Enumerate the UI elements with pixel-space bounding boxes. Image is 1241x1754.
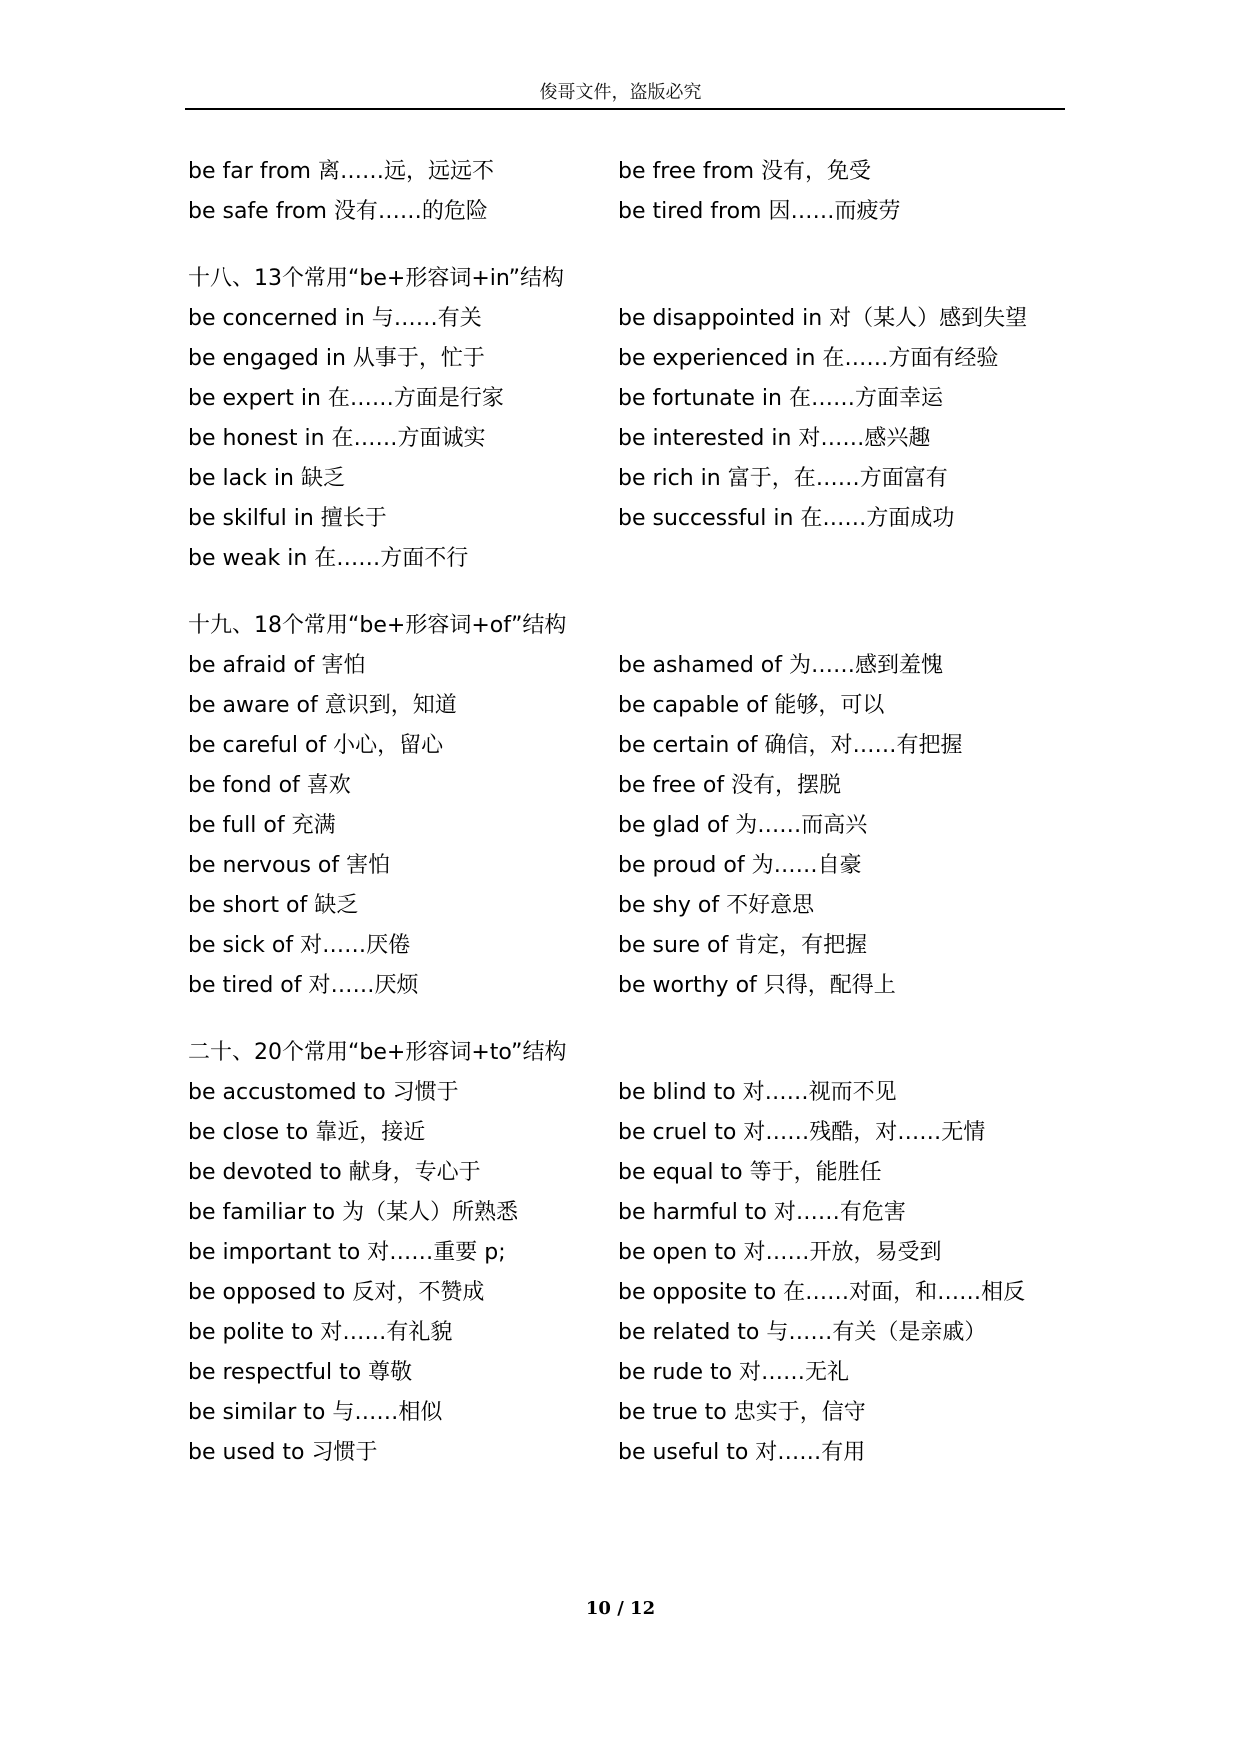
vocab-entry: be harmful to 对……有危害 — [618, 1200, 906, 1225]
vocab-row — [188, 846, 1068, 886]
vocab-entry: be safe from 没有……的危险 — [188, 199, 488, 224]
vocab-entry: be expert in 在……方面是行家 — [188, 386, 504, 411]
vocab-entry: be concerned in 与……有关 — [188, 306, 482, 331]
vocab-entry: be devoted to 献身，专心于 — [188, 1160, 481, 1185]
vocab-entry: be glad of 为……而高兴 — [618, 813, 868, 838]
vocab-entry: be short of 缺乏 — [188, 893, 359, 918]
page-header: 俊哥文件，盗版必究 — [539, 82, 702, 103]
section-gap — [188, 579, 1068, 606]
vocab-entry: be cruel to 对……残酷，对……无情 — [618, 1120, 986, 1145]
vocab-entry: be aware of 意识到，知道 — [188, 693, 457, 718]
vocab-row — [188, 1433, 1068, 1473]
section-title: 二十、20个常用“be+形容词+to”结构 — [188, 1040, 567, 1065]
vocab-row — [188, 339, 1068, 379]
vocab-entry: be familiar to 为（某人）所熟悉 — [188, 1200, 519, 1225]
header-rule — [185, 108, 1065, 110]
section-gap — [188, 1006, 1068, 1033]
vocab-row — [188, 379, 1068, 419]
vocab-row — [188, 192, 1068, 232]
vocab-row — [188, 766, 1068, 806]
vocab-entry: be blind to 对……视而不见 — [618, 1080, 897, 1105]
vocab-entry: be polite to 对……有礼貌 — [188, 1320, 453, 1345]
vocab-entry: be respectful to 尊敬 — [188, 1360, 413, 1385]
document-body — [188, 152, 1068, 1473]
vocab-entry: be equal to 等于，能胜任 — [618, 1160, 882, 1185]
vocab-entry: be related to 与……有关（是亲戚） — [618, 1320, 987, 1345]
vocab-entry: be true to 忠实于，信守 — [618, 1400, 866, 1425]
vocab-entry: be careful of 小心，留心 — [188, 733, 444, 758]
vocab-entry: be worthy of 只得，配得上 — [618, 973, 896, 998]
vocab-row — [188, 1113, 1068, 1153]
vocab-entry: be similar to 与……相似 — [188, 1400, 443, 1425]
vocab-entry: be opposite to 在……对面，和……相反 — [618, 1280, 1026, 1305]
vocab-entry: be accustomed to 习惯于 — [188, 1080, 459, 1105]
vocab-entry: be sure of 肯定，有把握 — [618, 933, 868, 958]
vocab-entry: be disappointed in 对（某人）感到失望 — [618, 306, 1028, 331]
vocab-row — [188, 1273, 1068, 1313]
vocab-entry: be open to 对……开放，易受到 — [618, 1240, 942, 1265]
vocab-entry: be lack in 缺乏 — [188, 466, 345, 491]
vocab-row — [188, 1193, 1068, 1233]
vocab-row — [188, 152, 1068, 192]
vocab-entry: be skilful in 擅长于 — [188, 506, 387, 531]
vocab-entry: be useful to 对……有用 — [618, 1440, 866, 1465]
vocab-row — [188, 1353, 1068, 1393]
vocab-row — [188, 686, 1068, 726]
vocab-row — [188, 966, 1068, 1006]
section-title: 十八、13个常用“be+形容词+in”结构 — [188, 266, 565, 291]
vocab-entry: be honest in 在……方面诚实 — [188, 426, 486, 451]
vocab-row — [188, 806, 1068, 846]
vocab-row — [188, 926, 1068, 966]
section-title: 十九、18个常用“be+形容词+of”结构 — [188, 613, 567, 638]
page-number: 10 / 12 — [585, 1598, 656, 1619]
vocab-entry: be free of 没有，摆脱 — [618, 773, 842, 798]
vocab-entry: be proud of 为……自豪 — [618, 853, 862, 878]
vocab-row — [188, 1153, 1068, 1193]
section-gap — [188, 232, 1068, 259]
vocab-entry: be successful in 在……方面成功 — [618, 506, 955, 531]
vocab-row — [188, 1233, 1068, 1273]
vocab-row — [188, 726, 1068, 766]
vocab-row — [188, 1313, 1068, 1353]
vocab-entry: be interested in 对……感兴趣 — [618, 426, 931, 451]
vocab-row — [188, 1393, 1068, 1433]
vocab-entry: be engaged in 从事于，忙于 — [188, 346, 485, 371]
vocab-entry: be used to 习惯于 — [188, 1440, 378, 1465]
vocab-entry: be capable of 能够，可以 — [618, 693, 885, 718]
vocab-entry: be shy of 不好意思 — [618, 893, 815, 918]
vocab-entry: be ashamed of 为……感到羞愧 — [618, 653, 943, 678]
vocab-row — [188, 459, 1068, 499]
vocab-row — [188, 1073, 1068, 1113]
vocab-row — [188, 646, 1068, 686]
vocab-entry: be close to 靠近，接近 — [188, 1120, 426, 1145]
vocab-row — [188, 499, 1068, 539]
vocab-entry: be far from 离……远，远远不 — [188, 159, 494, 184]
vocab-row — [188, 539, 1068, 579]
vocab-entry: be important to 对……重要 p; — [188, 1240, 506, 1265]
vocab-entry: be rich in 富于，在……方面富有 — [618, 466, 948, 491]
vocab-row — [188, 419, 1068, 459]
vocab-entry: be afraid of 害怕 — [188, 653, 366, 678]
vocab-row — [188, 886, 1068, 926]
vocab-entry: be nervous of 害怕 — [188, 853, 391, 878]
vocab-entry: be experienced in 在……方面有经验 — [618, 346, 999, 371]
vocab-entry: be rude to 对……无礼 — [618, 1360, 850, 1385]
vocab-entry: be sick of 对……厌倦 — [188, 933, 411, 958]
vocab-entry: be free from 没有，免受 — [618, 159, 872, 184]
vocab-entry: be fond of 喜欢 — [188, 773, 351, 798]
vocab-row — [188, 299, 1068, 339]
vocab-entry: be tired from 因……而疲劳 — [618, 199, 901, 224]
vocab-entry: be full of 充满 — [188, 813, 336, 838]
vocab-entry: be fortunate in 在……方面幸运 — [618, 386, 943, 411]
vocab-entry: be tired of 对……厌烦 — [188, 973, 419, 998]
vocab-entry: be weak in 在……方面不行 — [188, 546, 469, 571]
vocab-entry: be opposed to 反对，不赞成 — [188, 1280, 485, 1305]
vocab-entry: be certain of 确信，对……有把握 — [618, 733, 963, 758]
